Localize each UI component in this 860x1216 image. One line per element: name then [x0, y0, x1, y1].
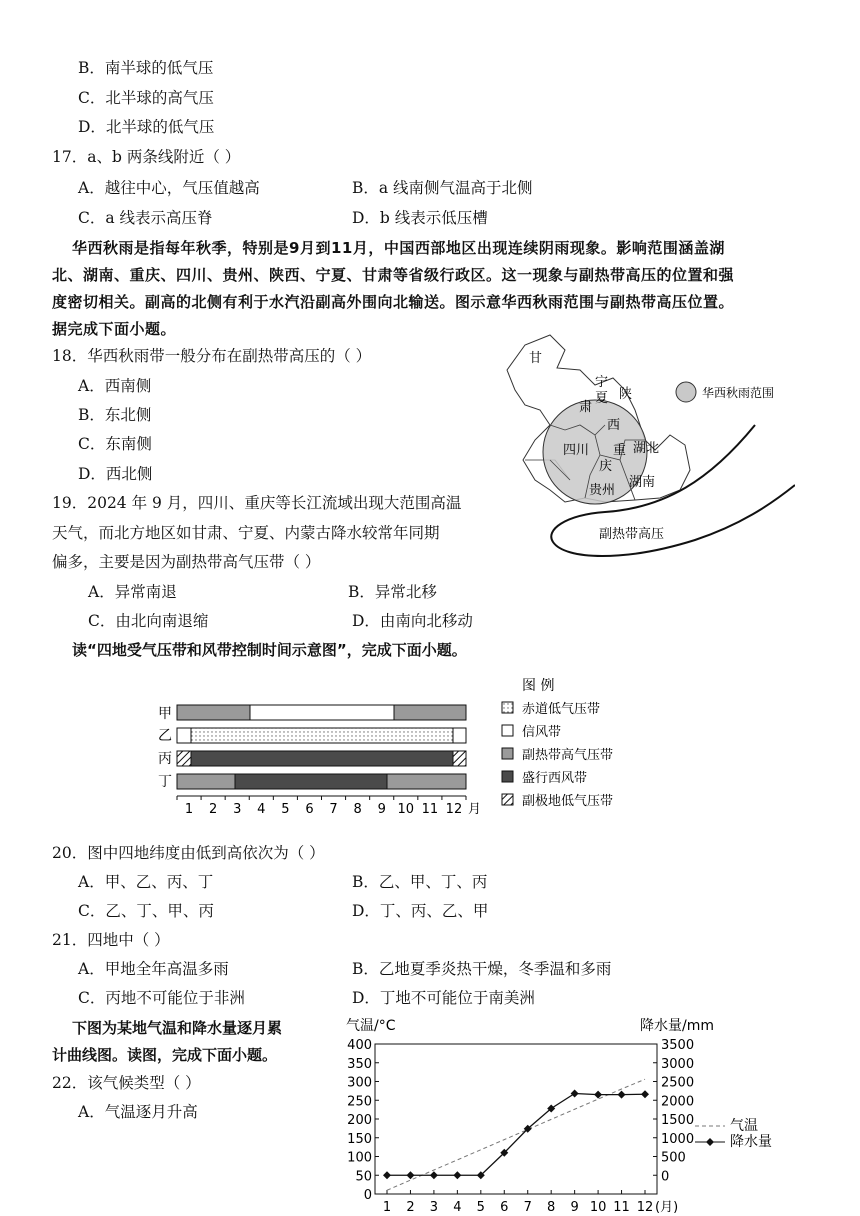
map-label-hubei: 湖北 — [633, 441, 660, 456]
legend-temp-label: 气温 — [730, 1118, 758, 1134]
left-tick-label: 0 — [363, 1188, 372, 1203]
bar-jia-subtropical-high-2 — [394, 705, 466, 720]
ylabel-right: 降水量/mm — [640, 1018, 714, 1034]
bar-jia-subtropical-high-1 — [177, 705, 250, 720]
map-label-gan: 甘 — [529, 351, 543, 366]
month-label-9: 9 — [377, 802, 386, 817]
bar-yi-trade-wind-1 — [177, 728, 191, 743]
map-label-su: 肃 — [579, 400, 593, 415]
legend-precip-label: 降水量 — [730, 1134, 772, 1150]
x-tick-label-7: 7 — [523, 1200, 532, 1215]
bar-yi-equatorial-low — [191, 728, 453, 743]
map-legend-symbol — [676, 382, 696, 402]
q19-stem-line1: 19．2024 年 9 月，四川、重庆等长江流域出现大范围高温 — [52, 494, 462, 512]
x-tick-label-10: 10 — [589, 1200, 607, 1215]
x-tick-label-5: 5 — [476, 1200, 485, 1215]
map-label-shan: 陕 — [619, 387, 633, 402]
legend-title: 图 例 — [522, 678, 555, 694]
q20-option-b: B．乙、甲、丁、丙 — [352, 873, 488, 891]
bar-jia-trade-wind — [250, 705, 394, 720]
precip-point — [571, 1090, 579, 1098]
series-line-0 — [387, 1079, 645, 1190]
month-label-8: 8 — [353, 802, 362, 817]
month-label-12: 12 — [445, 802, 463, 817]
legend-swatch-trade-wind — [502, 725, 513, 736]
left-tick-label: 350 — [347, 1056, 372, 1072]
x-tick-label-1: 1 — [382, 1200, 392, 1215]
left-tick-label: 250 — [347, 1094, 372, 1110]
month-label-1: 1 — [184, 802, 194, 817]
passage1-line3: 度密切相关。副高的北侧有利于水汽沿副高外围向北输送。图示意华西秋雨范围与副热带高压位置。 — [52, 293, 735, 311]
x-tick-label-4: 4 — [453, 1200, 462, 1215]
month-label-4: 4 — [257, 802, 266, 817]
climate-cumulative-chart — [340, 1012, 820, 1216]
precip-point — [383, 1171, 391, 1179]
left-tick-label: 150 — [347, 1131, 372, 1147]
legend-subpolar-low: 副极地低气压带 — [522, 794, 614, 809]
row-label-jia: 甲 — [158, 706, 172, 722]
x-tick-label-11: 11 — [613, 1200, 630, 1215]
right-tick-label: 0 — [661, 1169, 670, 1185]
precip-point — [430, 1171, 438, 1179]
q18-option-c: C．东南侧 — [78, 435, 152, 453]
right-tick-label: 3000 — [661, 1056, 695, 1072]
left-tick-label: 50 — [355, 1169, 372, 1185]
right-tick-label: 1500 — [661, 1113, 695, 1128]
right-tick-label: 3500 — [661, 1038, 695, 1053]
q21-option-c: C．丙地不可能位于非洲 — [78, 989, 245, 1007]
legend-subtropical-high: 副热带高气压带 — [522, 748, 614, 763]
plot-frame — [375, 1044, 657, 1194]
legend-swatch-westerlies — [502, 771, 513, 782]
q17-option-c: C．a 线表示高压脊 — [78, 209, 213, 227]
q21-option-a: A．甲地全年高温多雨 — [78, 960, 229, 978]
month-label-3: 3 — [233, 802, 242, 817]
x-tick-label-6: 6 — [500, 1200, 509, 1215]
right-tick-label: 500 — [661, 1150, 686, 1166]
month-label-10: 10 — [397, 802, 415, 817]
bar-ding-subtropical-high-1 — [177, 774, 235, 789]
q17-stem: 17．a、b 两条线附近（ ） — [52, 148, 241, 166]
legend-precip-marker — [706, 1138, 714, 1146]
month-unit: 月 — [468, 802, 482, 817]
q20-stem: 20．图中四地纬度由低到高依次为（ ） — [52, 844, 325, 862]
left-tick-label: 400 — [347, 1038, 372, 1053]
month-label-11: 11 — [421, 802, 439, 817]
right-tick-label: 2500 — [661, 1075, 695, 1091]
passage1-line2: 北、湖南、重庆、四川、贵州、陕西、宁夏、甘肃等省级行政区。这一现象与副热带高压的位置和强 — [52, 266, 735, 284]
legend-trade-wind: 信风带 — [522, 725, 562, 740]
month-ticks — [177, 796, 466, 817]
map-legend-label: 华西秋雨范围 — [702, 386, 775, 400]
legend-westerlies: 盛行西风带 — [522, 771, 588, 786]
passage3-line1: 下图为某地气温和降水量逐月累 — [72, 1019, 283, 1037]
left-tick-label: 100 — [347, 1150, 372, 1166]
map-label-xia: 夏 — [595, 391, 609, 406]
map-label-guizhou: 贵州 — [589, 483, 616, 498]
q16-option-d: D．北半球的低气压 — [78, 118, 215, 136]
pressure-wind-belt-chart — [150, 670, 650, 825]
x-tick-label-2: 2 — [406, 1200, 415, 1215]
q16-option-c: C．北半球的高气压 — [78, 89, 214, 107]
q22-option-a: A．气温逐月升高 — [78, 1103, 198, 1121]
passage1-line1: 华西秋雨是指每年秋季，特别是9月到11月，中国西部地区出现连续阴雨现象。影响范围涵盖湖 — [72, 239, 725, 257]
q19-stem-line2: 天气，而北方地区如甘肃、宁夏、内蒙古降水较常年同期 — [52, 524, 440, 542]
q18-option-b: B．东北侧 — [78, 406, 152, 424]
bar-ding-westerlies — [235, 774, 387, 789]
map-label-qing: 庆 — [599, 459, 613, 474]
left-tick-label: 200 — [347, 1113, 372, 1128]
x-tick-label-9: 9 — [570, 1200, 579, 1215]
month-label-5: 5 — [281, 802, 290, 817]
chart-axes — [347, 1038, 694, 1215]
q22-stem: 22．该气候类型（ ） — [52, 1074, 201, 1092]
legend-swatch-subtropical-high — [502, 748, 513, 759]
map-label-sichuan: 四川 — [563, 443, 590, 458]
precip-point — [618, 1091, 626, 1099]
q19-option-d: D．由南向北移动 — [352, 612, 473, 630]
q17-option-d: D．b 线表示低压槽 — [352, 209, 488, 227]
q17-option-b: B．a 线南侧气温高于北侧 — [352, 179, 533, 197]
row-label-yi: 乙 — [158, 728, 172, 744]
month-label-2: 2 — [208, 802, 218, 817]
bar-yi-trade-wind-2 — [453, 728, 466, 743]
precip-point — [453, 1171, 461, 1179]
bar-bing-subpolar-low-2 — [453, 751, 466, 766]
passage3-line2: 计曲线图。读图，完成下面小题。 — [52, 1046, 278, 1064]
huaxi-autumn-rain-map — [495, 330, 795, 570]
q19-option-b: B．异常北移 — [348, 583, 437, 601]
legend-swatch-subpolar-low — [502, 794, 513, 805]
x-unit: (月) — [655, 1200, 679, 1215]
q21-option-b: B．乙地夏季炎热干燥，冬季温和多雨 — [352, 960, 612, 978]
precip-point — [641, 1090, 649, 1098]
x-tick-label-8: 8 — [547, 1200, 556, 1215]
map-label-subtropical-high: 副热带高压 — [599, 527, 665, 542]
q21-option-d: D．丁地不可能位于南美洲 — [352, 989, 535, 1007]
q20-option-c: C．乙、丁、甲、丙 — [78, 902, 214, 920]
q21-stem: 21．四地中（ ） — [52, 931, 170, 949]
q19-stem-line3: 偏多，主要是因为副热带高气压带（ ） — [52, 553, 321, 571]
month-label-7: 7 — [329, 802, 338, 817]
q20-option-a: A．甲、乙、丙、丁 — [78, 873, 214, 891]
q16-option-b: B．南半球的低气压 — [78, 59, 214, 77]
passage1-line4: 据完成下面小题。 — [52, 320, 177, 338]
q19-option-a: A．异常南退 — [88, 583, 177, 601]
q18-option-d: D．西北侧 — [78, 465, 153, 483]
precip-point — [406, 1171, 414, 1179]
passage2: 读“四地受气压带和风带控制时间示意图”，完成下面小题。 — [72, 641, 467, 659]
row-label-bing: 丙 — [158, 751, 172, 767]
right-tick-label: 2000 — [661, 1094, 695, 1110]
q17-option-a: A．越往中心，气压值越高 — [78, 179, 260, 197]
x-tick-label-3: 3 — [429, 1200, 439, 1215]
legend-swatch-equatorial-low — [502, 702, 513, 713]
q18-option-a: A．西南侧 — [78, 377, 152, 395]
map-label-hunan: 湖南 — [629, 475, 656, 490]
x-tick-label-12: 12 — [636, 1200, 654, 1215]
left-tick-label: 300 — [347, 1075, 372, 1091]
q19-option-c: C．由北向南退缩 — [88, 612, 209, 630]
chart-series — [383, 1079, 649, 1190]
right-tick-label: 1000 — [661, 1131, 695, 1147]
map-label-ning: 宁 — [595, 375, 609, 390]
bar-ding-subtropical-high-2 — [387, 774, 466, 789]
q18-stem: 18．华西秋雨带一般分布在副热带高压的（ ） — [52, 347, 372, 365]
row-label-ding: 丁 — [158, 774, 172, 790]
q20-option-d: D．丁、丙、乙、甲 — [352, 902, 489, 920]
map-label-zhong: 重 — [613, 443, 627, 458]
bar-bing-westerlies — [191, 751, 453, 766]
map-label-xi: 西 — [607, 418, 621, 433]
ylabel-left: 气温/°C — [346, 1018, 396, 1034]
bar-bing-subpolar-low-1 — [177, 751, 191, 766]
legend-equatorial-low: 赤道低气压带 — [522, 702, 601, 717]
chart-legend — [695, 1118, 772, 1150]
month-label-6: 6 — [305, 802, 314, 817]
